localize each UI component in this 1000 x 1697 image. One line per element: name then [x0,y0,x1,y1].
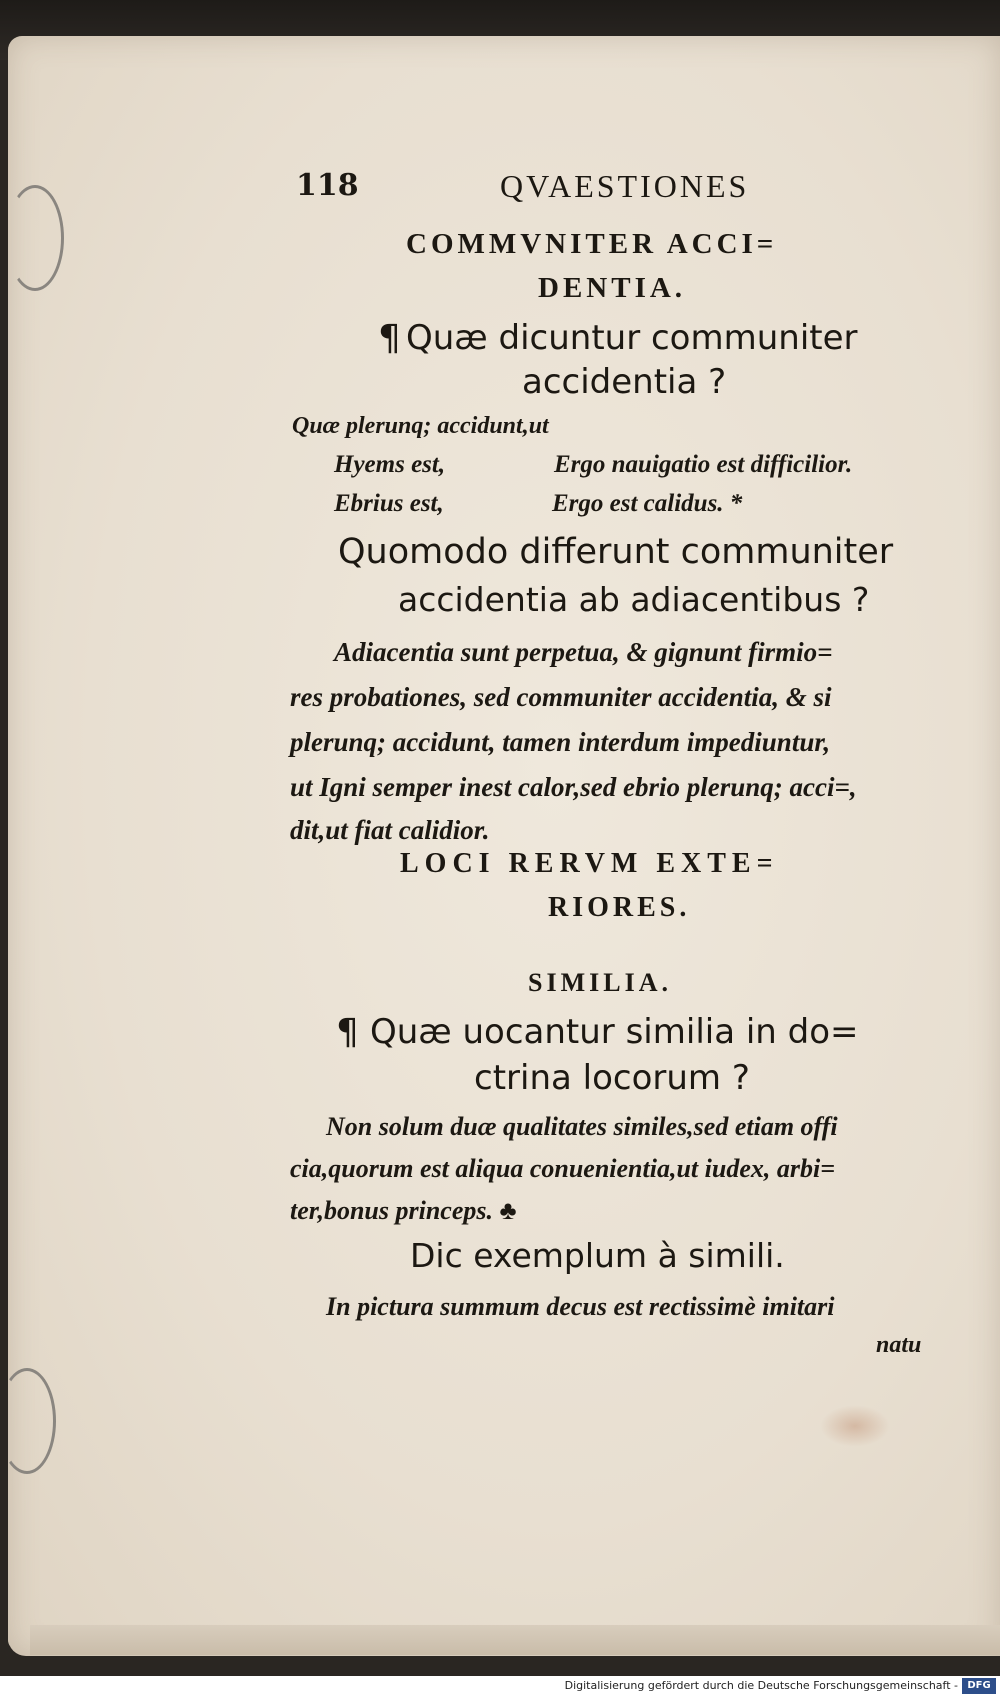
running-head: QVAESTIONES [500,168,750,204]
section-heading: SIMILIA. [528,968,672,997]
paper-stain [820,1405,890,1447]
question-line2: accidentia ? [522,362,727,402]
example-right: Ergo est calidus. * [552,490,743,517]
question-mark: ¶ [336,1012,359,1053]
example-left: Hyems est, [334,451,446,478]
section-heading-line2: RIORES. [548,892,691,923]
answer-line: ut Igni semper inest calor,sed ebrio plerunq; acci=, [290,772,857,802]
question-line2: ctrina locorum ? [474,1058,750,1098]
question-line1: Quæ dicuntur communiter [406,318,858,358]
binding-ring-top [6,185,64,291]
answer-line: plerunq; accidunt, tamen interdum impediuntur, [290,727,831,757]
dfg-logo: DFG [962,1678,996,1694]
answer-line: Quæ plerunq; accidunt,ut [292,413,549,439]
digitization-credit: Digitalisierung gefördert durch die Deutsche Forschungsgemeinschaft - [564,1679,958,1692]
answer-line: cia,quorum est aliqua conuenientia,ut iudex, arbi= [290,1154,836,1183]
answer-line: ter,bonus princeps. ♣ [290,1196,517,1225]
binding-ring-bottom [0,1368,56,1474]
catchword: natu [876,1332,922,1358]
answer-line: res probationes, sed communiter accidentia, & si [290,682,832,712]
page-number: 118 [296,168,359,203]
question-line: Dic exemplum à simili. [410,1236,785,1275]
section-heading-line2: DENTIA. [538,272,687,304]
question-line2: accidentia ab adiacentibus ? [398,580,870,619]
section-heading-line1: COMMVNITER ACCI= [406,228,778,260]
example-left: Ebrius est, [334,490,444,517]
section-heading-line1: LOCI RERVM EXTE= [400,848,779,879]
answer-line: dit,ut fiat calidior. [290,815,490,845]
question-mark: ¶ [378,318,401,359]
page-bottom-edge [30,1625,1000,1655]
example-right: Ergo nauigatio est difficilior. [554,451,853,478]
question-line1: Quæ uocantur similia in do= [370,1012,859,1052]
answer-line: Adiacentia sunt perpetua, & gignunt firmio= [334,637,833,667]
answer-line: In pictura summum decus est rectissimè imitari [326,1292,835,1321]
answer-line: Non solum duæ qualitates similes,sed etiam offi [326,1112,838,1141]
question-line1: Quomodo differunt communiter [338,532,894,572]
